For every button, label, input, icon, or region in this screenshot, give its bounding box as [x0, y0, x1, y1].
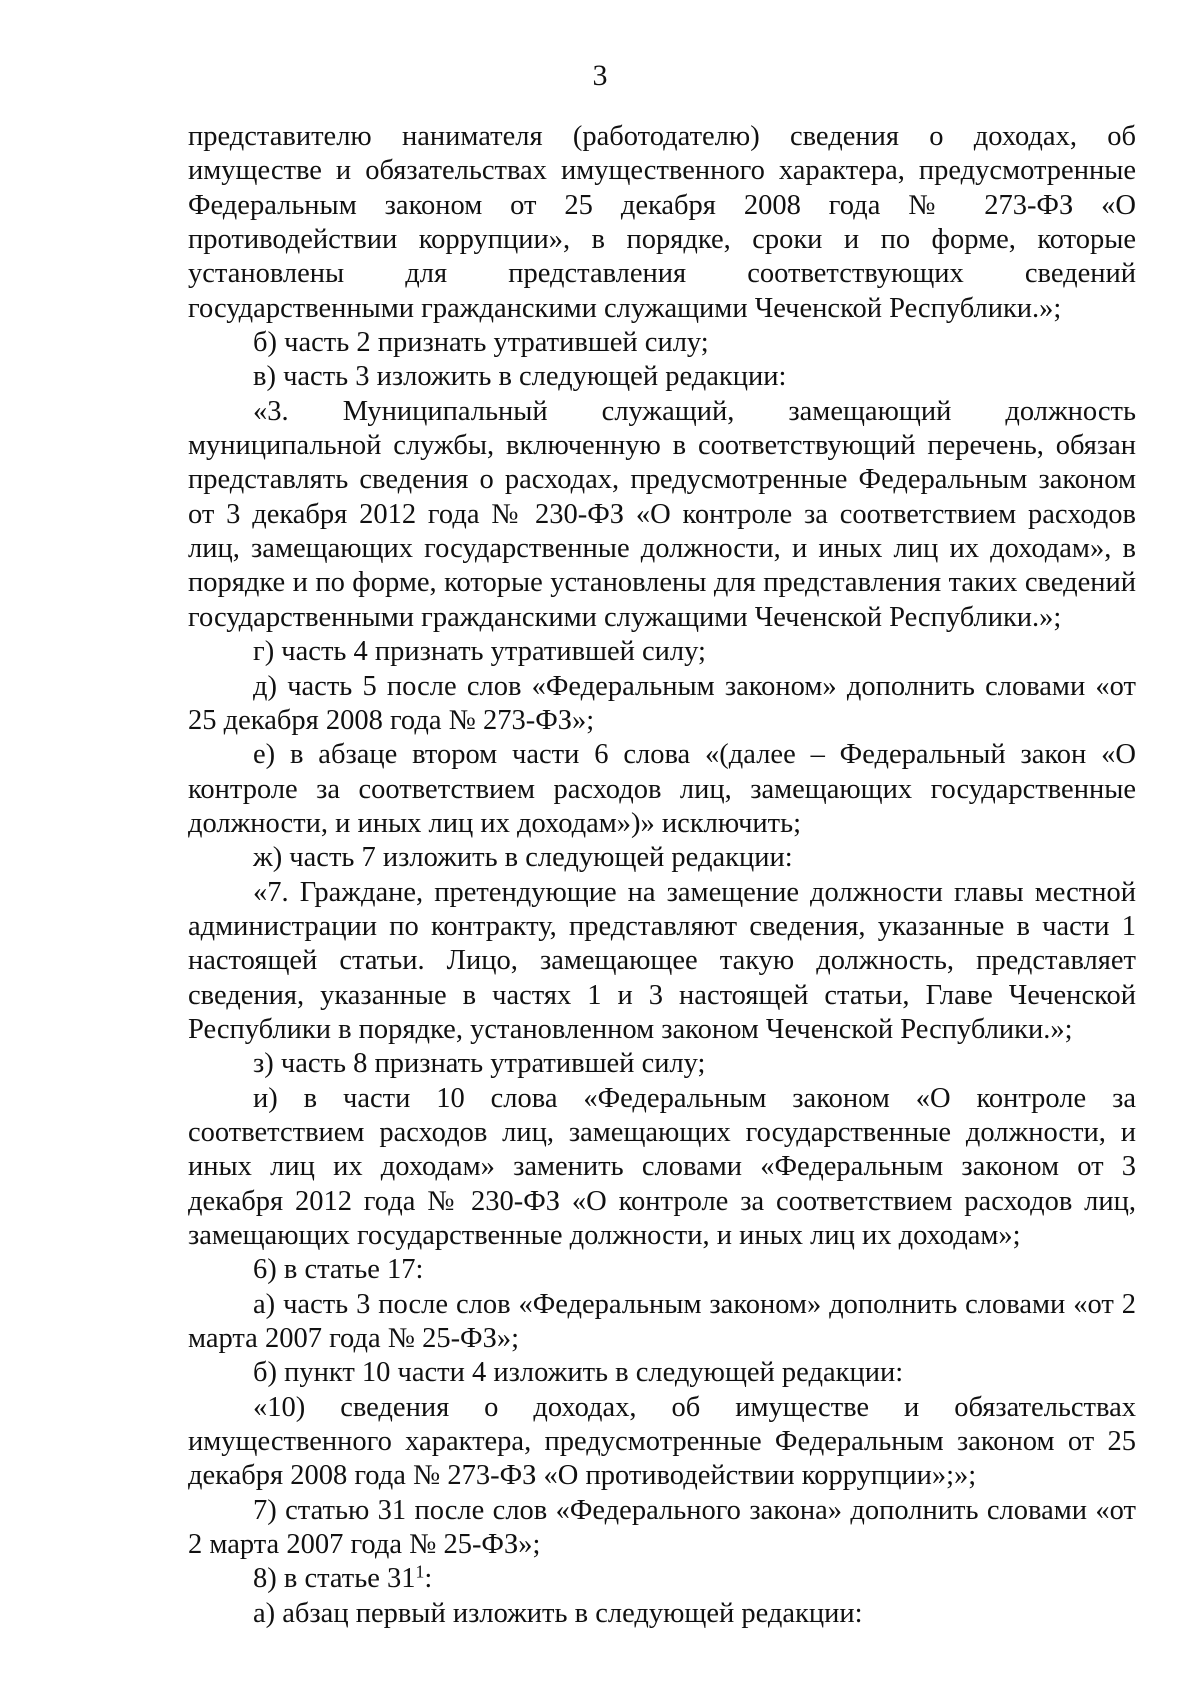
paragraph-item-8-text: 8) в статье 31 — [253, 1563, 416, 1595]
paragraph-item-e: е) в абзаце втором части 6 слова «(далее – Федеральный закон «О контроле за соответствием расходов лиц, замещающих государственные должности, и иных лиц их доходам»)» исключить; — [188, 739, 1136, 839]
paragraph-item-8-colon: : — [424, 1563, 433, 1595]
superscript-1: 1 — [415, 1561, 425, 1582]
paragraph-quoted-part-7: «7. Граждане, претендующие на замещение должности главы местной администрации по контракту, представляют сведения, указанные в части 1 настоящей статьи. Лицо, замещающее такую должность, представляет сведения, указанные в частях 1 и 3 настоящей статьи, Главе Чеченской Республики в порядке, установленном законом Чеченской Республики.»; — [188, 876, 1136, 1045]
paragraph-item-b-article-17: б) пункт 10 части 4 изложить в следующей редакции: — [253, 1357, 904, 1389]
paragraph-item-zh: ж) часть 7 изложить в следующей редакции: — [253, 842, 793, 874]
paragraph-item-z: з) часть 8 признать утратившей силу; — [253, 1048, 706, 1080]
paragraph-item-7: 7) статью 31 после слов «Федерального закона» дополнить словами «от 2 марта 2007 года № 25-ФЗ»; — [188, 1494, 1136, 1561]
paragraph-item-g: г) часть 4 признать утратившей силу; — [253, 636, 706, 668]
paragraph-item-v: в) часть 3 изложить в следующей редакции: — [253, 361, 787, 393]
paragraph-item-d: д) часть 5 после слов «Федеральным законом» дополнить словами «от 25 декабря 2008 года № 273-ФЗ»; — [188, 670, 1136, 736]
paragraph-item-i: и) в части 10 слова «Федеральным законом «О контроле за соответствием расходов лиц, замещающих государственные должности, и иных лиц их доходам» заменить словами «Федеральным законом от 3 декабря 2012 года № 230-ФЗ «О контроле за соответствием расходов лиц, замещающих государственные должности, и иных лиц их доходам»; — [188, 1082, 1136, 1251]
paragraph-continuation: представителю нанимателя (работодателю) сведения о доходах, об имуществе и обязательствах имущественного характера, предусмотренные Федеральным законом от 25 декабря 2008 года № 273-ФЗ «О противодействии коррупции», в порядке, сроки и по форме, которые установлены для представления соответствующих сведений государственными гражданскими служащими Чеченской Республики.»; — [188, 121, 1136, 324]
paragraph-item-6: 6) в статье 17: — [253, 1254, 424, 1286]
paragraph-item-8 — [188, 1562, 1136, 1596]
paragraph-quoted-point-10: «10) сведения о доходах, об имуществе и обязательствах имущественного характера, предусмотренные Федеральным законом от 25 декабря 2008 года № 273-ФЗ «О противодействии коррупции»;»; — [188, 1391, 1136, 1492]
document-body — [188, 120, 1136, 1631]
paragraph-quoted-part-3: «3. Муниципальный служащий, замещающий должность муниципальной службы, включенную в соответствующий перечень, обязан представлять сведения о расходах, предусмотренные Федеральным законом от 3 декабря 2012 года № 230-ФЗ «О контроле за соответствием расходов лиц, замещающих государственные должности, и иных лиц их доходам», в порядке и по форме, которые установлены для представления таких сведений государственными гражданскими служащими Чеченской Республики.»; — [188, 395, 1136, 633]
paragraph-item-a-article-31-1: а) абзац первый изложить в следующей редакции: — [253, 1597, 863, 1629]
page-number: 3 — [592, 59, 608, 92]
paragraph-item-b: б) часть 2 признать утратившей силу; — [253, 327, 709, 359]
paragraph-item-a-article-17: а) часть 3 после слов «Федеральным законом» дополнить словами «от 2 марта 2007 года № 25-ФЗ»; — [188, 1288, 1136, 1355]
